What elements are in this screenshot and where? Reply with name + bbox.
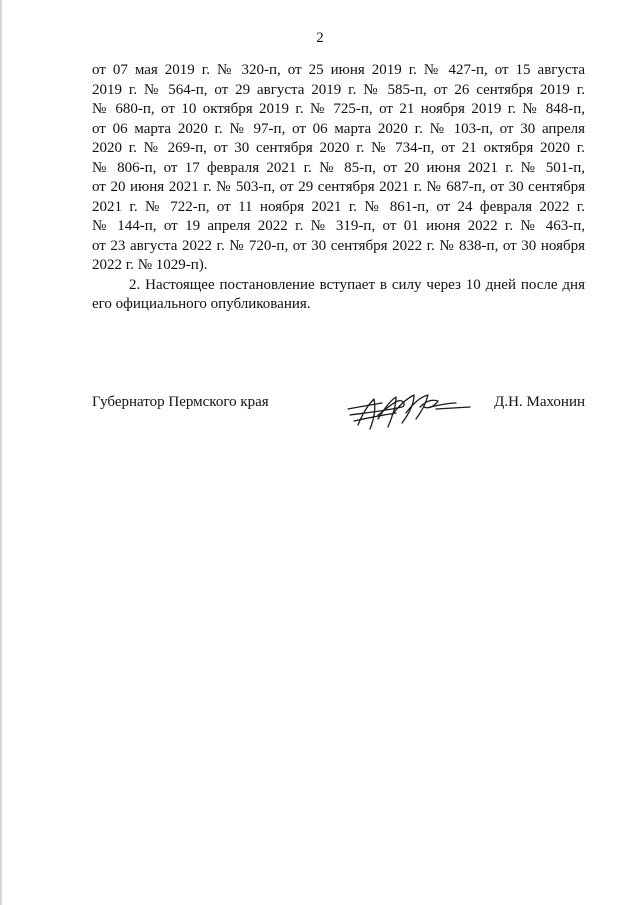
text-line: 2019 г. № 564-п, от 29 августа 2019 г. № 585-п, от 26 сентября 2019 г.	[92, 81, 585, 98]
text-line: № 144-п, от 19 апреля 2022 г. № 319-п, от 01 июня 2022 г. № 463-п,	[92, 218, 585, 234]
signatory-title: Губернатор Пермского края	[92, 394, 269, 410]
paragraph-amendment-list	[92, 61, 585, 276]
page-edge	[0, 0, 2, 905]
text-line: его официального опубликования.	[92, 296, 311, 312]
signature-block	[92, 385, 585, 435]
page-number: 2	[316, 30, 324, 46]
handwritten-signature	[344, 385, 474, 433]
signatory-name: Д.Н. Махонин	[494, 394, 585, 410]
text-line: от 06 марта 2020 г. № 97-п, от 06 марта 2020 г. № 103-п, от 30 апреля	[92, 120, 585, 137]
text-line: № 680-п, от 10 октября 2019 г. № 725-п, от 21 ноября 2019 г. № 848-п,	[92, 101, 585, 117]
text-line: от 07 мая 2019 г. № 320-п, от 25 июня 2019 г. № 427-п, от 15 августа	[92, 62, 585, 78]
text-line: № 806-п, от 17 февраля 2021 г. № 85-п, от 20 июня 2021 г. № 501-п,	[92, 159, 585, 176]
text-line: 2021 г. № 722-п, от 11 ноября 2021 г. № 861-п, от 24 февраля 2022 г.	[92, 198, 585, 215]
text-line: 2020 г. № 269-п, от 30 сентября 2020 г. № 734-п, от 21 октября 2020 г.	[92, 140, 585, 156]
text-line: 2. Настоящее постановление вступает в силу через 10 дней после дня	[129, 276, 585, 293]
document-body	[92, 61, 585, 315]
paragraph-effective-date	[92, 276, 585, 315]
text-line: от 20 июня 2021 г. № 503-п, от 29 сентября 2021 г. № 687-п, от 30 сентября	[92, 179, 585, 195]
text-line: 2022 г. № 1029-п).	[92, 257, 208, 273]
text-line: от 23 августа 2022 г. № 720-п, от 30 сентября 2022 г. № 838-п, от 30 ноября	[92, 237, 585, 254]
